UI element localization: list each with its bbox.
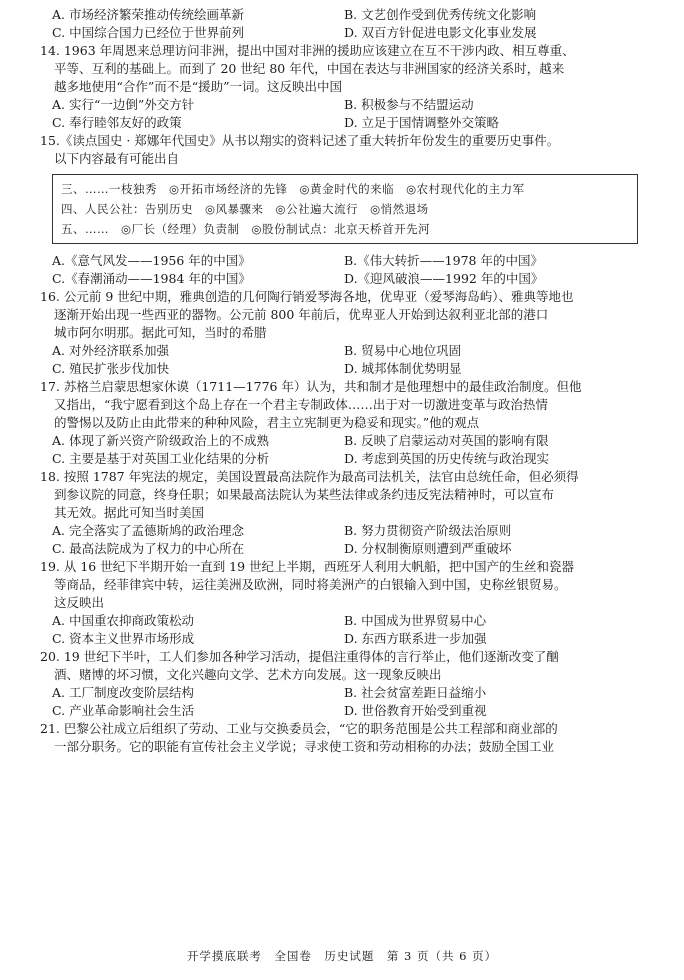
q15-excerpt-box: [52, 174, 638, 244]
q17-options-row-1: [40, 432, 648, 450]
q18-options-row-2: [40, 540, 648, 558]
q15-excerpt-line-2: 四、人民公社：告别历史 ◎风暴骤来 ◎公社遍大流行 ◎悄然退场: [61, 202, 429, 216]
q16-stem-line-2: 逐渐开始出现一些西亚的器物。公元前 800 年前后，优卑亚人开始到达叙利亚北部的港口: [54, 307, 549, 322]
q18-stem-line-3: 其无效。据此可知当时美国: [54, 505, 205, 520]
q13-option-b: B. 文艺创作受到优秀传统文化影响: [344, 7, 537, 22]
q16-option-d: D. 城邦体制优势明显: [344, 361, 462, 376]
q16-option-c: C. 殖民扩张步伐加快: [52, 361, 170, 376]
q16-stem-line-1: 16. 公元前 9 世纪中期，雅典创造的几何陶行销爱琴海各地，优卑亚（爱琴海岛屿）、雅典等地也: [40, 289, 574, 304]
q13-options-row-2: [40, 24, 648, 42]
q19-option-a: A. 中国重农抑商政策松动: [52, 613, 194, 628]
q17-option-c: C. 主要是基于对英国工业化结果的分析: [52, 451, 270, 466]
q18-options-row-1: [40, 522, 648, 540]
q13-option-a: A. 市场经济繁荣推动传统绘画革新: [52, 7, 244, 22]
q17-stem-line-2: 又指出，“我宁愿看到这个岛上存在一个君主专制政体……出于对一切激进变革与政治热情: [54, 397, 548, 412]
q13-options-row-1: [40, 6, 648, 24]
q15-stem-line-1: 15.《读点国史 · 郑娜年代国史》从书以翔实的资料记述了重大转折年份发生的重要历史事件。: [40, 133, 560, 148]
q14-option-b: B. 积极参与不结盟运动: [344, 97, 474, 112]
q17-stem-line-1: 17. 苏格兰启蒙思想家休谟（1711—1776 年）认为，共和制才是他理想中的最佳政治制度。但他: [40, 379, 582, 394]
q18-stem-line-2: 到参议院的同意，终身任职；如果最高法院认为某些法律或条约违反宪法精神时，可以宣布: [54, 487, 555, 502]
q15-excerpt-line-3: 五、…… ◎厂长（经理）负责制 ◎股份制试点：北京天桥首开先河: [61, 222, 431, 236]
q15-stem-line-2: 以下内容最有可能出自: [54, 151, 180, 166]
q18-option-a: A. 完全落实了孟德斯鸠的政治理念: [52, 523, 244, 538]
q15-option-c: C.《春潮涌动——1984 年的中国》: [52, 271, 251, 286]
q20-options-row-2: [40, 702, 648, 720]
q15-option-d: D.《迎风破浪——1992 年的中国》: [344, 271, 544, 286]
q20-option-d: D. 世俗教育开始受到重视: [344, 703, 487, 718]
q16-option-a: A. 对外经济联系加强: [52, 343, 169, 358]
q20-stem-line-1: 20. 19 世纪下半叶，工人们参加各种学习活动，提倡注重得体的言行举止，他们逐渐改变了酗: [40, 649, 559, 664]
q15-excerpt-line-1: 三、……一枝独秀 ◎开拓市场经济的先锋 ◎黄金时代的来临 ◎农村现代化的主力军: [61, 182, 525, 196]
q13-option-d: D. 双百方针促进电影文化事业发展: [344, 25, 537, 40]
q14-stem-line-1: 14. 1963 年周恩来总理访问非洲，提出中国对非洲的援助应该建立在互不干涉内政、相互尊重、: [40, 43, 575, 58]
q19-option-d: D. 东西方联系进一步加强: [344, 631, 487, 646]
q20-option-b: B. 社会贫富差距日益缩小: [344, 685, 487, 700]
q14-options-row-2: [40, 114, 648, 132]
q15-options-row-1: [40, 252, 648, 270]
q21-stem-line-1: 21. 巴黎公社成立后组织了劳动、工业与交换委员会，“它的职务范围是公共工程部和商业部的: [40, 721, 558, 736]
q14-option-a: A. 实行“一边倒”外交方针: [52, 97, 195, 112]
q20-stem-line-2: 酒、赌博的坏习惯，文化兴趣向文学、艺术方向发展。这一现象反映出: [54, 667, 442, 682]
q18-stem-line-1: 18. 按照 1787 年宪法的规定，美国设置最高法院作为最高司法机关，法官由总统任命，但必须得: [40, 469, 579, 484]
q14-stem-line-2: 平等、互利的基础上。而到了 20 世纪 80 年代，中国在表达与非洲国家的经济关系时，越来: [54, 61, 565, 76]
q14-options-row-1: [40, 96, 648, 114]
q20-option-a: A. 工厂制度改变阶层结构: [52, 685, 194, 700]
q18-option-c: C. 最高法院成为了权力的中心所在: [52, 541, 245, 556]
q15-options-row-2: [40, 270, 648, 288]
page-footer: 开学摸底联考 全国卷 历史试题 第 3 页（共 6 页）: [186, 949, 498, 963]
q16-option-b: B. 贸易中心地位巩固: [344, 343, 462, 358]
q14-option-d: D. 立足于国情调整外交策略: [344, 115, 500, 130]
q17-options-row-2: [40, 450, 648, 468]
q19-stem-line-2: 等商品，经菲律宾中转，运往美洲及欧洲，同时将美洲产的白银输入到中国，史称丝银贸易。: [54, 577, 567, 592]
q19-option-b: B. 中国成为世界贸易中心: [344, 613, 487, 628]
q13-option-c: C. 中国综合国力已经位于世界前列: [52, 25, 245, 40]
q19-option-c: C. 资本主义世界市场形成: [52, 631, 195, 646]
q14-option-c: C. 奉行睦邻友好的政策: [52, 115, 182, 130]
q16-options-row-1: [40, 342, 648, 360]
q17-option-a: A. 体现了新兴资产阶级政治上的不成熟: [52, 433, 269, 448]
q18-option-b: B. 努力贯彻资产阶级法治原则: [344, 523, 512, 538]
q19-options-row-2: [40, 630, 648, 648]
q17-stem-line-3: 的警惕以及防止由此带来的种种风险，君主立宪制更为稳妥和现实。”他的观点: [54, 415, 480, 430]
q16-stem-line-3: 城市阿尔明那。据此可知，当时的希腊: [54, 325, 267, 340]
q19-stem-line-3: 这反映出: [54, 595, 105, 610]
q15-option-a: A.《意气风发——1956 年的中国》: [52, 253, 251, 268]
q21-stem-line-2: 一部分职务。它的职能有宣传社会主义学说；寻求使工资和劳动相称的办法；鼓励全国工业: [54, 739, 555, 754]
q19-options-row-1: [40, 612, 648, 630]
q16-options-row-2: [40, 360, 648, 378]
q14-stem-line-3: 越多地使用“合作”而不是“援助”一词。这反映出中国: [54, 79, 343, 94]
page-content: [40, 6, 648, 756]
q17-option-d: D. 考虑到英国的历史传统与政治现实: [344, 451, 550, 466]
q19-stem-line-1: 19. 从 16 世纪下半期开始一直到 19 世纪上半期，西班牙人利用大帆船，把中国产的生丝和瓷器: [40, 559, 575, 574]
q17-option-b: B. 反映了启蒙运动对英国的影响有限: [344, 433, 549, 448]
q15-option-b: B.《伟大转折——1978 年的中国》: [344, 253, 543, 268]
q20-option-c: C. 产业革命影响社会生活: [52, 703, 195, 718]
q18-option-d: D. 分权制衡原则遭到严重破坏: [344, 541, 512, 556]
q20-options-row-1: [40, 684, 648, 702]
